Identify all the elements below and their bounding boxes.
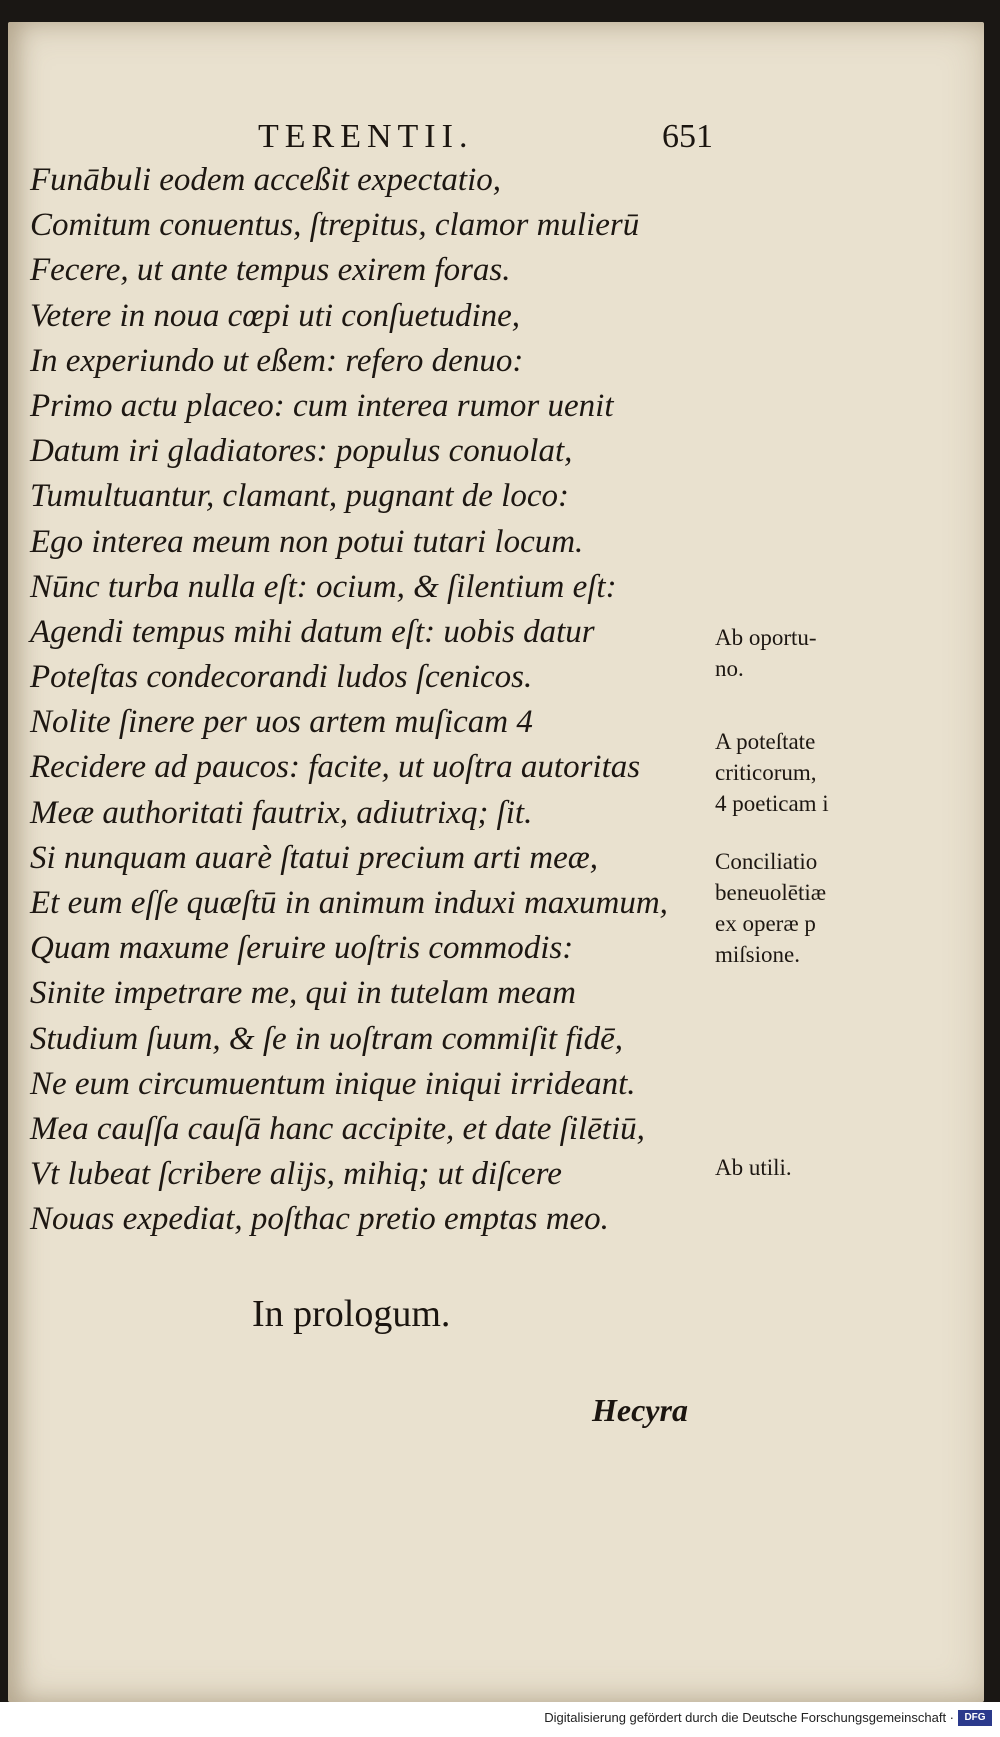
catchword: Hecyra [592, 1392, 688, 1428]
verse-line: Ne eum circumuentum inique iniqui irrideant. [30, 1065, 636, 1102]
marginal-note-conciliatio: Conciliatio beneuolētiæ ex operæ p miſsione. [715, 849, 827, 967]
footer-credit: Digitalisierung gefördert durch die Deutsche Forschungsgemeinschaft · [544, 1710, 954, 1725]
verse-line: Fecere, ut ante tempus exirem foras. [30, 252, 511, 289]
marginal-note-ab-oportuno: Ab oportu- no. [715, 625, 817, 681]
verse-line: Quam maxume ſeruire uoſtris commodis: [30, 930, 574, 967]
running-title: TERENTII. [258, 118, 474, 155]
page-number: 651 [662, 118, 713, 155]
verse-line: Mea cauſſa cauſā hanc accipite, et date ſilētiū, [30, 1110, 645, 1147]
verse-line: Meæ authoritati fautrix, adiutrixq; ſit. [30, 794, 533, 831]
verse-line: Nolite ſinere per uos artem muſicam 4 [30, 704, 533, 741]
verse-line: Vt lubeat ſcribere alijs, mihiq; ut diſcere [30, 1156, 562, 1193]
verse-line: Sinite impetrare me, qui in tutelam meam [30, 975, 576, 1012]
verse-line: Vetere in noua cœpi uti conſuetudine, [30, 297, 521, 334]
verse-line: Studium ſuum, & ſe in uoſtram commiſit fidē, [30, 1020, 624, 1057]
verse-line: Primo actu placeo: cum interea rumor uenit [30, 387, 614, 424]
verse-line: Recidere ad paucos: facite, ut uoſtra autoritas [30, 749, 641, 786]
marginal-note-ab-utili: Ab utili. [715, 1155, 792, 1180]
verse-line: Nouas expediat, poſthac pretio emptas meo. [30, 1201, 609, 1238]
verse-line: Poteſtas condecorandi ludos ſcenicos. [30, 659, 533, 696]
verse-line: In experiundo ut eßem: refero denuo: [30, 342, 524, 379]
page-header [0, 118, 1000, 158]
section-heading: In prologum. [252, 1293, 451, 1335]
dfg-logo: DFG [958, 1710, 992, 1726]
verse-line: Tumultuantur, clamant, pugnant de loco: [30, 478, 569, 515]
verse-block [30, 158, 720, 1243]
verse-line: Datum iri gladiatores: populus conuolat, [30, 433, 573, 470]
verse-line: Nūnc turba nulla eſt: ocium, & ſilentium eſt: [30, 568, 617, 605]
verse-line: Ego interea meum non potui tutari locum. [30, 523, 584, 560]
verse-line: Si nunquam auarè ſtatui precium arti meæ, [30, 839, 598, 876]
verse-line: Agendi tempus mihi datum eſt: uobis datur [30, 613, 595, 650]
marginal-note-a-potestate: A poteſtate criticorum, 4 poeticam i [715, 729, 829, 816]
verse-line: Comitum conuentus, ſtrepitus, clamor mulierū [30, 207, 640, 244]
verse-line: Funābuli eodem acceßit expectatio, [30, 162, 501, 198]
footer [0, 1702, 1000, 1737]
verse-line: Et eum eſſe quæſtū in animum induxi maxumum, [30, 885, 668, 921]
